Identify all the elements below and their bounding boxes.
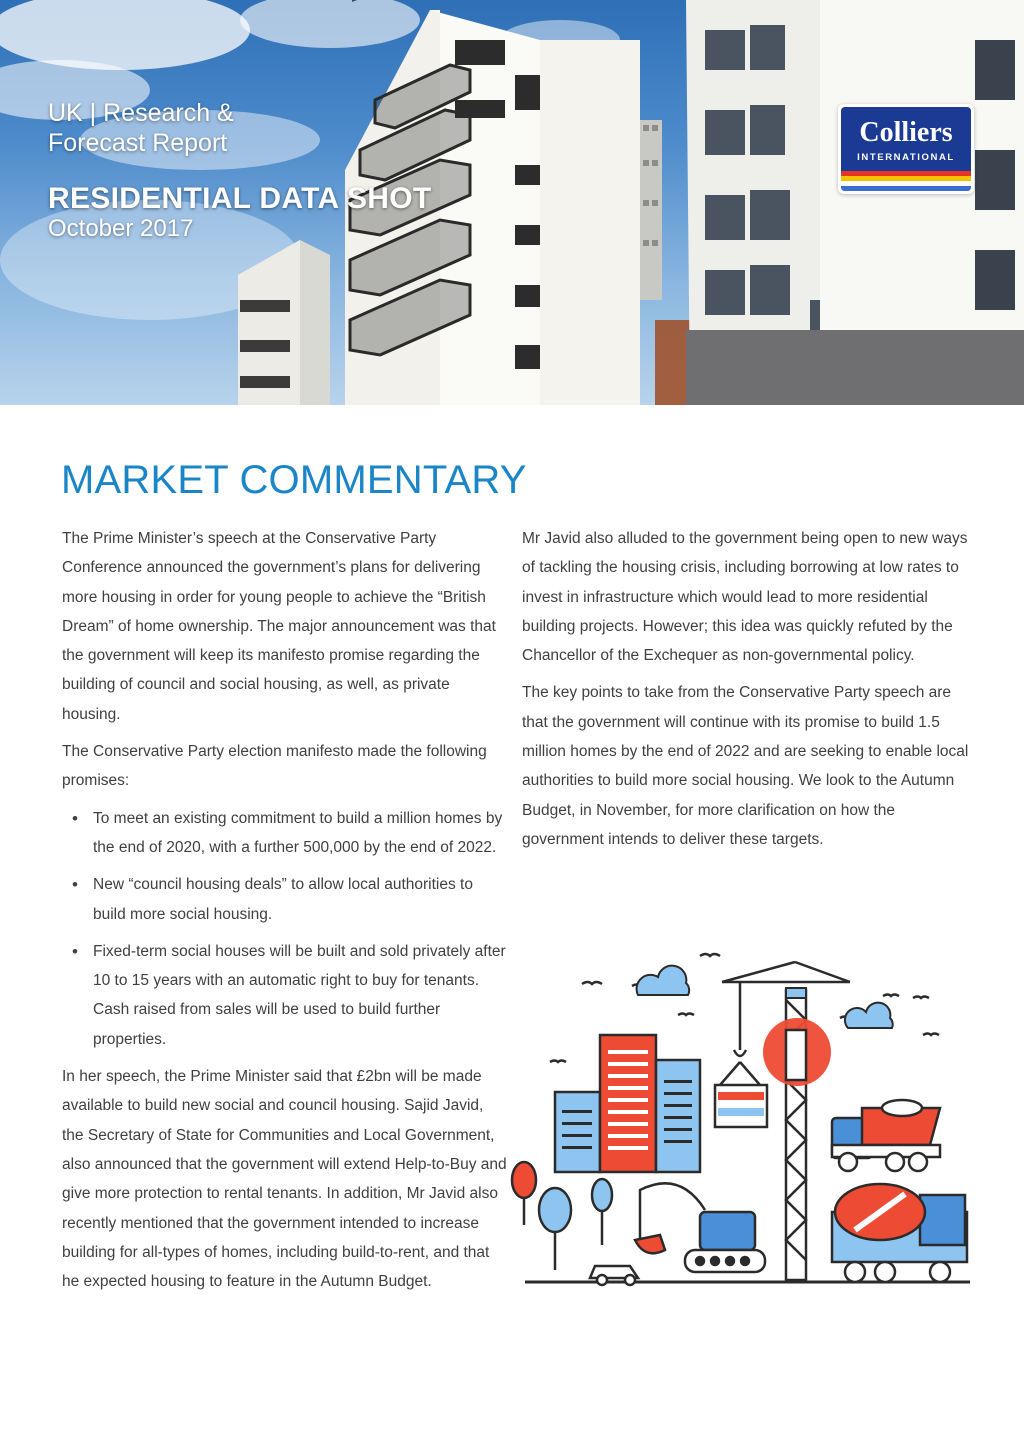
right-column [522, 524, 972, 862]
logo-stripes [841, 171, 971, 191]
section-heading: MARKET COMMENTARY [61, 458, 527, 502]
paragraph: In her speech, the Prime Minister said that £2bn will be made available to build new social and council housing. Sajid Javid, the Secretary of State for Communities and Local Government, also announced that the government will extend Help-to-Buy and give more protection to rental tenants. In addition, Mr Javid also recently mentioned that the government intended to increase building for all-types of homes, including build-to-rent, and that he expected housing to feature in the Autumn Budget. [62, 1068, 507, 1291]
cloud-icon [637, 966, 893, 1028]
list-item: • New “council housing deals” to allow local authorities to build more social housing. [62, 870, 507, 929]
paragraph: The key points to take from the Conservative Party speech are that the government will continue with its promise to build 1.5 million homes by the end of 2022 and are seeking to enable local authorities to build more social housing. We look to the Autumn Budget, in November, for more clarification on how the government intends to deliver these targets. [522, 684, 969, 848]
promises-list [62, 804, 507, 1054]
report-type-line2: Forecast Report [48, 129, 228, 157]
construction-site-illustration [510, 940, 980, 1290]
cement-mixer-icon [832, 1184, 967, 1282]
colliers-logo [838, 104, 974, 194]
report-header [48, 98, 432, 242]
report-type-line1: UK | Research & [48, 99, 234, 127]
building-icon [555, 1035, 700, 1172]
construction-site-icon [510, 940, 980, 1290]
hero-banner [0, 0, 1024, 405]
tree-icon [512, 1162, 612, 1270]
logo-name: Colliers [859, 117, 953, 148]
list-item: • Fixed-term social houses will be built and sold privately after 10 to 15 years with an automatic right to buy for tenants. Cash raised from sales will be used to build further properties. [62, 937, 507, 1054]
report-date: October 2017 [48, 215, 194, 242]
dump-truck-icon [832, 1100, 940, 1171]
paragraph: The Conservative Party election manifesto made the following promises: [62, 743, 487, 790]
paragraph: The Prime Minister’s speech at the Conservative Party Conference announced the government’s plans for delivering more housing in order for young people to achieve the “British Dream” of home ownership. The major announcement was that the government will keep its manifesto promise regarding the building of council and social housing, as well, as private housing. [62, 530, 496, 723]
report-title: RESIDENTIAL DATA SHOT [48, 182, 432, 215]
paragraph: Mr Javid also alluded to the government being open to new ways of tackling the housing crisis, including borrowing at low rates to invest in infrastructure which would lead to more residential building projects. However; this idea was quickly refuted by the Chancellor of the Exchequer as non-governmental policy. [522, 530, 968, 665]
left-column [62, 524, 507, 1304]
list-item: • To meet an existing commitment to build a million homes by the end of 2020, with a further 500,000 by the end of 2022. [62, 804, 507, 863]
logo-tagline: INTERNATIONAL [857, 152, 955, 163]
excavator-icon [635, 1183, 765, 1272]
